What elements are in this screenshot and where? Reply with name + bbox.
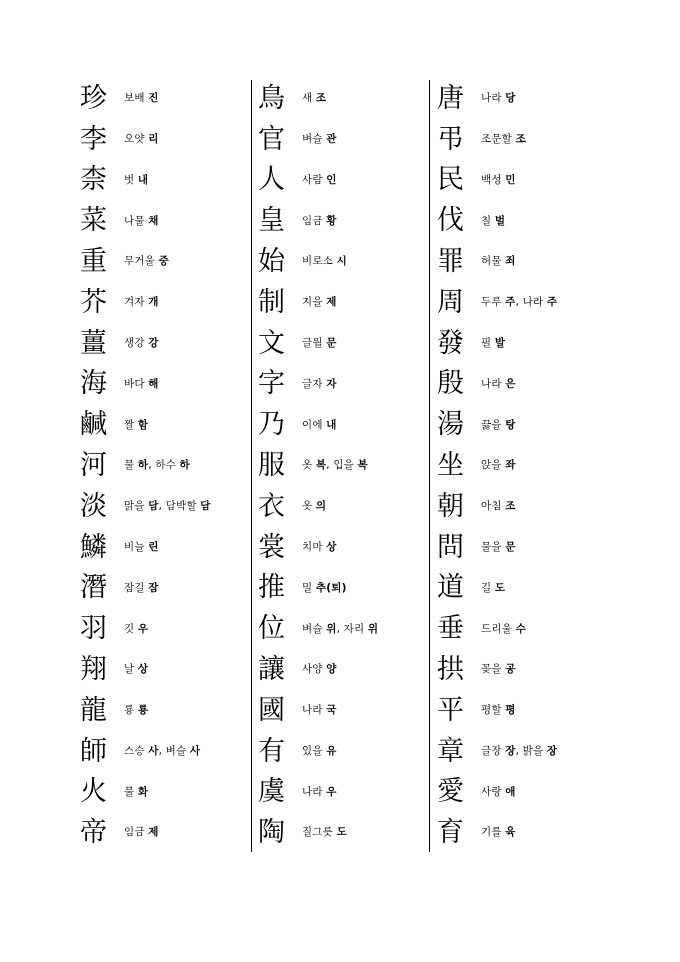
hanja-character: 推 (258, 572, 285, 604)
hanja-character: 薑 (80, 327, 107, 359)
hanja-character: 湯 (437, 409, 464, 441)
hanja-meaning-sound: 비로소 시 (302, 255, 347, 268)
hanja-meaning-sound: 나라 국 (302, 704, 337, 717)
hanja-entry (437, 323, 613, 364)
hanja-entry (437, 772, 613, 813)
hanja-entry (80, 568, 256, 609)
hanja-meaning-sound: 두루 주, 나라 주 (481, 296, 558, 309)
hanja-entry (258, 282, 434, 323)
hanja-entry (80, 608, 256, 649)
hanja-character: 潛 (80, 572, 107, 604)
hanja-entry (258, 812, 434, 853)
hanja-meaning-sound: 옷 의 (302, 500, 327, 513)
hanja-meaning-sound: 있을 유 (302, 744, 337, 757)
hanja-meaning-sound: 드리울 수 (481, 622, 526, 635)
hanja-character: 服 (258, 450, 285, 482)
hanja-meaning-sound: 사랑 애 (481, 785, 516, 798)
hanja-entry (80, 119, 256, 160)
hanja-character: 菜 (80, 205, 107, 237)
hanja-entry (437, 364, 613, 405)
hanja-entry (258, 445, 434, 486)
hanja-meaning-sound: 지을 제 (302, 296, 337, 309)
hanja-meaning-sound: 길 도 (481, 581, 506, 594)
hanja-character: 愛 (437, 776, 464, 808)
hanja-meaning-sound: 무거울 중 (124, 255, 169, 268)
hanja-character: 問 (437, 531, 464, 563)
hanja-character: 師 (80, 735, 107, 767)
hanja-character: 育 (437, 817, 464, 849)
hanja-entry (437, 690, 613, 731)
hanja-entry (80, 731, 256, 772)
hanja-meaning-sound: 나물 채 (124, 214, 159, 227)
hanja-meaning-sound: 사양 양 (302, 663, 337, 676)
hanja-entry (437, 731, 613, 772)
hanja-entry (258, 404, 434, 445)
hanja-meaning-sound: 나라 은 (481, 377, 516, 390)
hanja-entry (258, 78, 434, 119)
hanja-entry (258, 649, 434, 690)
hanja-entry (437, 119, 613, 160)
hanja-entry (258, 486, 434, 527)
hanja-character: 鱗 (80, 531, 107, 563)
hanja-entry (437, 160, 613, 201)
hanja-entry (437, 568, 613, 609)
hanja-entry (258, 119, 434, 160)
hanja-meaning-sound: 생강 강 (124, 336, 159, 349)
hanja-character: 垂 (437, 613, 464, 645)
hanja-meaning-sound: 끓을 탕 (481, 418, 516, 431)
hanja-character: 唐 (437, 82, 464, 114)
hanja-column-3 (437, 78, 613, 853)
hanja-meaning-sound: 임금 황 (302, 214, 337, 227)
hanja-character: 裳 (258, 531, 285, 563)
hanja-meaning-sound: 꽂을 공 (481, 663, 516, 676)
hanja-meaning-sound: 기를 육 (481, 826, 516, 839)
hanja-entry (80, 364, 256, 405)
hanja-character: 河 (80, 450, 107, 482)
hanja-entry (80, 772, 256, 813)
hanja-meaning-sound: 나라 당 (481, 92, 516, 105)
hanja-meaning-sound: 치마 상 (302, 540, 337, 553)
hanja-meaning-sound: 벗 내 (124, 173, 149, 186)
hanja-entry (80, 78, 256, 119)
hanja-character: 芥 (80, 286, 107, 318)
hanja-entry (437, 445, 613, 486)
hanja-column-1 (80, 78, 256, 853)
hanja-character: 始 (258, 246, 285, 278)
hanja-entry (80, 200, 256, 241)
hanja-character: 周 (437, 286, 464, 318)
hanja-meaning-sound: 물을 문 (481, 540, 516, 553)
hanja-meaning-sound: 글자 자 (302, 377, 337, 390)
hanja-entry (80, 241, 256, 282)
hanja-entry (80, 649, 256, 690)
hanja-entry (80, 486, 256, 527)
hanja-character: 李 (80, 123, 107, 155)
hanja-character: 龍 (80, 694, 107, 726)
hanja-character: 文 (258, 327, 285, 359)
hanja-character: 羽 (80, 613, 107, 645)
hanja-character: 制 (258, 286, 285, 318)
hanja-entry (258, 608, 434, 649)
hanja-character: 字 (258, 368, 285, 400)
hanja-character: 重 (80, 246, 107, 278)
hanja-meaning-sound: 나라 우 (302, 785, 337, 798)
hanja-character: 章 (437, 735, 464, 767)
hanja-meaning-sound: 날 상 (124, 663, 149, 676)
hanja-character: 帝 (80, 817, 107, 849)
hanja-entry (437, 608, 613, 649)
hanja-meaning-sound: 글장 장, 밝을 장 (481, 744, 558, 757)
hanja-character: 火 (80, 776, 107, 808)
hanja-entry (258, 731, 434, 772)
hanja-meaning-sound: 사람 인 (302, 173, 337, 186)
hanja-character: 弔 (437, 123, 464, 155)
hanja-meaning-sound: 아침 조 (481, 500, 516, 513)
hanja-entry (258, 772, 434, 813)
hanja-entry (258, 323, 434, 364)
hanja-character: 鳥 (258, 82, 285, 114)
hanja-meaning-sound: 평할 평 (481, 704, 516, 717)
hanja-meaning-sound: 옷 복, 입을 복 (302, 459, 368, 472)
hanja-entry (80, 160, 256, 201)
hanja-entry (437, 78, 613, 119)
hanja-character: 平 (437, 694, 464, 726)
hanja-entry (258, 241, 434, 282)
hanja-meaning-sound: 백성 민 (481, 173, 516, 186)
hanja-meaning-sound: 벼슬 관 (302, 132, 337, 145)
hanja-character: 官 (258, 123, 285, 155)
hanja-character: 殷 (437, 368, 464, 400)
hanja-meaning-sound: 앉을 좌 (481, 459, 516, 472)
hanja-meaning-sound: 글월 문 (302, 336, 337, 349)
hanja-character: 皇 (258, 205, 285, 237)
hanja-meaning-sound: 이에 내 (302, 418, 337, 431)
hanja-entry (80, 690, 256, 731)
hanja-character: 罪 (437, 246, 464, 278)
hanja-meaning-sound: 비늘 린 (124, 540, 159, 553)
hanja-meaning-sound: 임금 제 (124, 826, 159, 839)
hanja-meaning-sound: 질그릇 도 (302, 826, 347, 839)
hanja-entry (80, 282, 256, 323)
hanja-meaning-sound: 겨자 개 (124, 296, 159, 309)
hanja-entry (437, 282, 613, 323)
hanja-entry (80, 527, 256, 568)
hanja-entry (437, 649, 613, 690)
hanja-character: 民 (437, 164, 464, 196)
hanja-meaning-sound: 잠길 잠 (124, 581, 159, 594)
hanja-entry (258, 364, 434, 405)
hanja-entry (80, 404, 256, 445)
hanja-character: 伐 (437, 205, 464, 237)
hanja-meaning-sound: 불 화 (124, 785, 149, 798)
hanja-entry (258, 160, 434, 201)
hanja-meaning-sound: 새 조 (302, 92, 327, 105)
hanja-character: 有 (258, 735, 285, 767)
hanja-meaning-sound: 보배 진 (124, 92, 159, 105)
hanja-character: 衣 (258, 490, 285, 522)
hanja-character: 珍 (80, 82, 107, 114)
hanja-meaning-sound: 짤 함 (124, 418, 149, 431)
hanja-entry (80, 445, 256, 486)
hanja-entry (80, 812, 256, 853)
hanja-meaning-sound: 물 하, 하수 하 (124, 459, 190, 472)
hanja-meaning-sound: 허물 죄 (481, 255, 516, 268)
hanja-meaning-sound: 칠 벌 (481, 214, 506, 227)
hanja-character: 坐 (437, 450, 464, 482)
hanja-character: 人 (258, 164, 285, 196)
hanja-character: 海 (80, 368, 107, 400)
hanja-entry (437, 404, 613, 445)
hanja-entry (437, 200, 613, 241)
hanja-meaning-sound: 밀 추(퇴) (302, 581, 347, 594)
hanja-character: 道 (437, 572, 464, 604)
hanja-meaning-sound: 룡 룡 (124, 704, 149, 717)
hanja-entry (80, 323, 256, 364)
hanja-entry (437, 527, 613, 568)
hanja-column-2 (258, 78, 434, 853)
hanja-character: 淡 (80, 490, 107, 522)
hanja-entry (258, 690, 434, 731)
hanja-entry (258, 200, 434, 241)
hanja-character: 翔 (80, 654, 107, 686)
hanja-meaning-sound: 바다 해 (124, 377, 159, 390)
hanja-meaning-sound: 오얏 리 (124, 132, 159, 145)
hanja-character: 讓 (258, 654, 285, 686)
hanja-character: 發 (437, 327, 464, 359)
hanja-character: 鹹 (80, 409, 107, 441)
hanja-character: 陶 (258, 817, 285, 849)
hanja-meaning-sound: 스승 사, 벼슬 사 (124, 744, 201, 757)
hanja-meaning-sound: 깃 우 (124, 622, 149, 635)
hanja-entry (437, 812, 613, 853)
hanja-entry (437, 486, 613, 527)
hanja-meaning-sound: 벼슬 위, 자리 위 (302, 622, 379, 635)
hanja-character: 朝 (437, 490, 464, 522)
hanja-character: 乃 (258, 409, 285, 441)
hanja-meaning-sound: 맑을 담, 담박할 담 (124, 500, 211, 513)
hanja-entry (258, 527, 434, 568)
hanja-character: 國 (258, 694, 285, 726)
hanja-character: 拱 (437, 654, 464, 686)
hanja-entry (437, 241, 613, 282)
hanja-character: 柰 (80, 164, 107, 196)
hanja-meaning-sound: 필 발 (481, 336, 506, 349)
hanja-character: 虞 (258, 776, 285, 808)
hanja-entry (258, 568, 434, 609)
hanja-meaning-sound: 조문할 조 (481, 132, 526, 145)
hanja-character: 位 (258, 613, 285, 645)
